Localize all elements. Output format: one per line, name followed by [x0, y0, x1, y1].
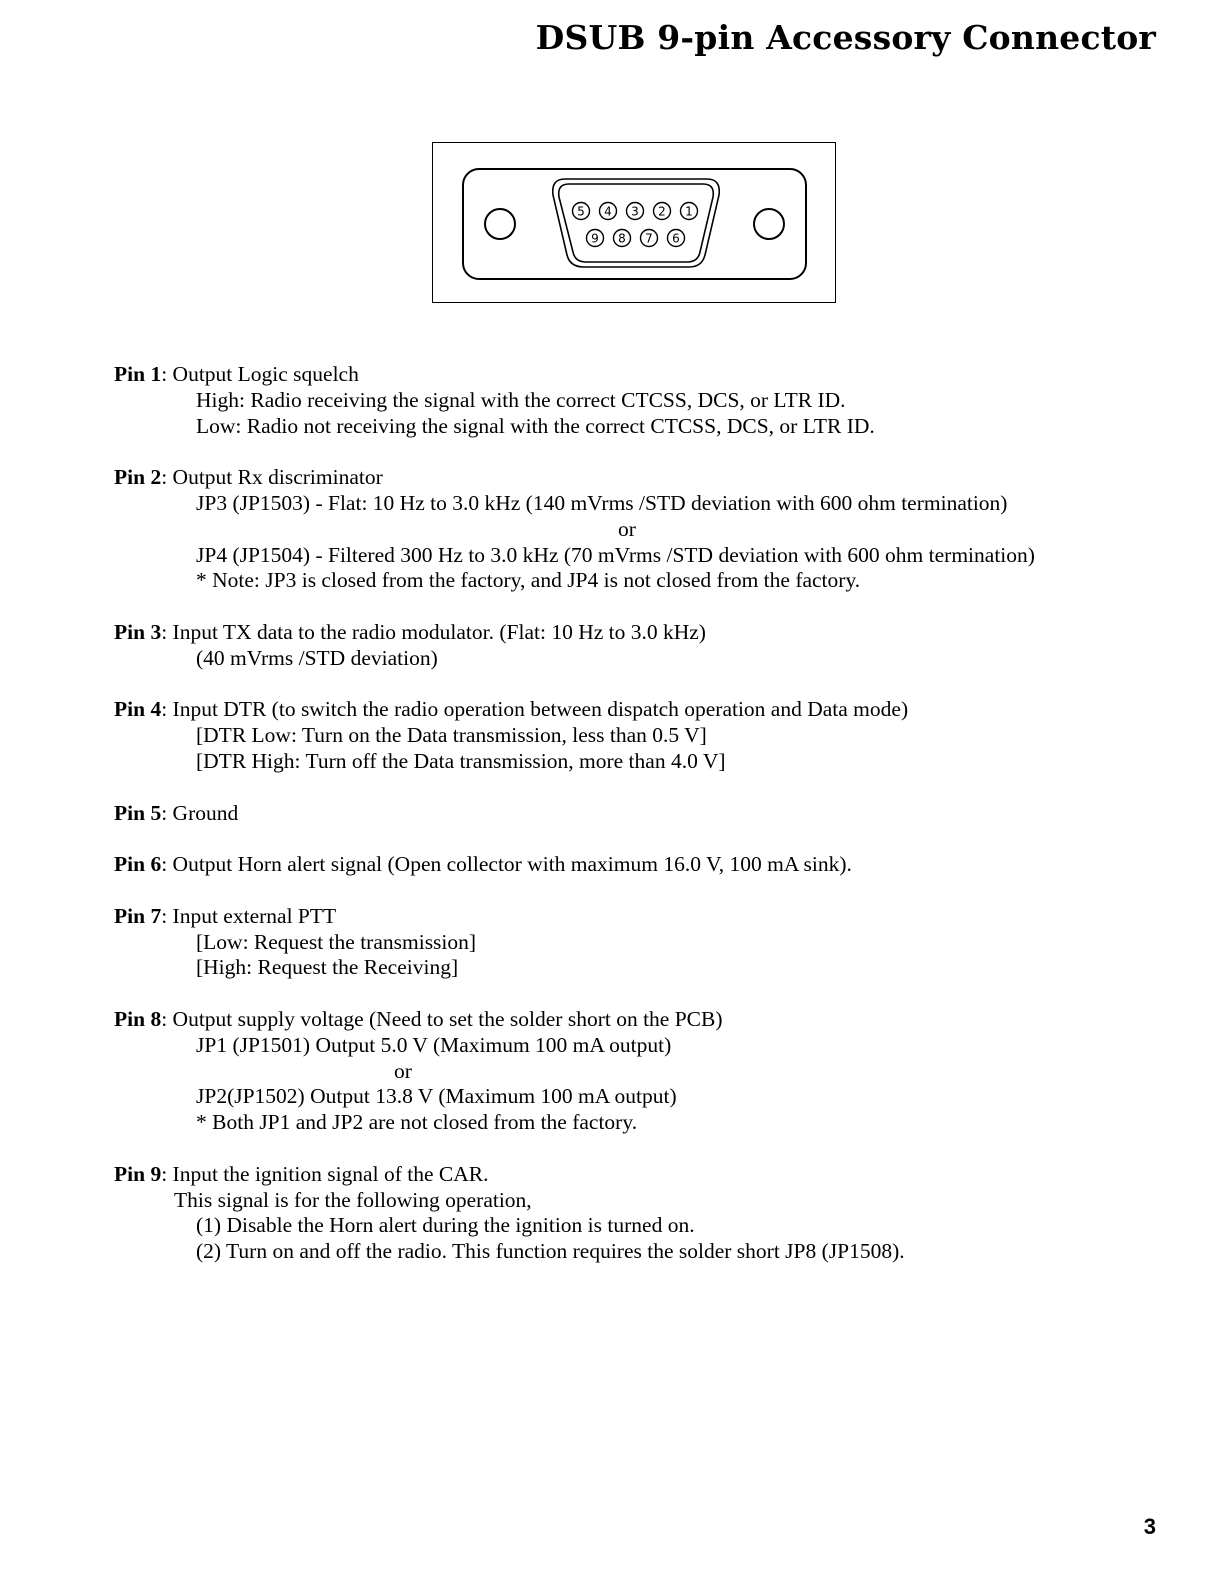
dsub-connector-figure: [432, 142, 836, 303]
pin-detail-line: (1) Disable the Horn alert during the ignition is turned on.: [196, 1213, 695, 1238]
pin-number-label: 7: [645, 231, 653, 246]
pin-detail-line: JP2(JP1502) Output 13.8 V (Maximum 100 mA output): [196, 1084, 677, 1109]
pin-row-top: [573, 203, 698, 220]
pin-number-label: 6: [672, 231, 680, 246]
pin-number-label: 9: [591, 231, 599, 246]
pin-label: Pin 3: [114, 619, 162, 644]
pin-block: [114, 904, 1174, 981]
pin-function: : Output Logic squelch: [161, 362, 359, 386]
pin-detail-line: (40 mVrms /STD deviation): [196, 645, 438, 670]
pin-heading: [114, 620, 1174, 646]
connector-body-outer: [553, 179, 720, 267]
pin-number-label: 4: [604, 204, 612, 219]
pin-detail-line: * Both JP1 and JP2 are not closed from the factory.: [196, 1110, 638, 1135]
pin-function: : Input DTR (to switch the radio operation between dispatch operation and Data mode): [161, 697, 909, 722]
pin-number-label: 1: [685, 204, 693, 219]
connector-body-inner: [559, 184, 714, 262]
page-title: DSUB 9-pin Accessory Connector: [535, 18, 1156, 57]
pin-detail-line: [Low: Request the transmission]: [196, 929, 477, 954]
mounting-hole-right: [754, 209, 784, 239]
pin-function: : Output Rx discriminator: [161, 465, 383, 490]
pin-function: : Ground: [161, 800, 239, 825]
pin-label: Pin 1: [114, 362, 162, 386]
dsub-connector-diagram: [433, 143, 837, 304]
pin-detail-line: JP3 (JP1503) - Flat: 10 Hz to 3.0 kHz (140 mVrms /STD deviation with 600 ohm termination): [196, 490, 1008, 515]
pin-number-label: 3: [631, 204, 639, 219]
pin-function: : Input TX data to the radio modulator. (Flat: 10 Hz to 3.0 kHz): [161, 619, 706, 644]
pin-detail-line: [High: Request the Receiving]: [196, 955, 459, 980]
pin-label: Pin 5: [114, 800, 162, 825]
pin-heading: [114, 801, 1174, 827]
pin-block: [114, 465, 1174, 594]
pin-detail-line: [DTR Low: Turn on the Data transmission, less than 0.5 V]: [196, 723, 707, 748]
pin-or-separator: or: [618, 516, 636, 541]
pin-detail-line: * Note: JP3 is closed from the factory, and JP4 is not closed from the factory.: [196, 568, 861, 593]
pin-detail-line: (2) Turn on and off the radio. This function requires the solder short JP8 (JP1508).: [196, 1239, 905, 1264]
pin-heading: [114, 904, 1174, 930]
pin-function: : Output Horn alert signal (Open collector with maximum 16.0 V, 100 mA sink).: [161, 852, 852, 877]
pin-heading: [114, 362, 1174, 388]
pin-number-label: 8: [618, 231, 626, 246]
pin-number-label: 2: [658, 204, 666, 219]
pin-block: [114, 362, 1174, 439]
pin-number-label: 5: [577, 204, 585, 219]
pin-intro: This signal is for the following operation,: [174, 1187, 532, 1212]
mounting-hole-left: [485, 209, 515, 239]
pin-function: : Input external PTT: [161, 903, 337, 928]
pin-detail-line: JP1 (JP1501) Output 5.0 V (Maximum 100 mA output): [196, 1032, 672, 1057]
pin-label: Pin 8: [114, 1006, 162, 1031]
pin-detail-line: Low: Radio not receiving the signal with the correct CTCSS, DCS, or LTR ID.: [196, 413, 875, 438]
pin-row-bottom: [587, 230, 685, 247]
pin-heading: [114, 852, 1174, 878]
pin-function: : Input the ignition signal of the CAR.: [161, 1161, 489, 1186]
pin-descriptions: [114, 362, 1174, 1291]
pin-detail-line: High: Radio receiving the signal with the correct CTCSS, DCS, or LTR ID.: [196, 387, 846, 412]
pin-heading: [114, 697, 1174, 723]
pin-or-separator: or: [394, 1058, 412, 1083]
pin-block: [114, 1162, 1174, 1265]
pin-label: Pin 6: [114, 852, 162, 877]
pin-label: Pin 7: [114, 903, 162, 928]
page-number: 3: [1143, 1514, 1156, 1539]
pin-block: [114, 697, 1174, 774]
pin-heading: [114, 1162, 1174, 1188]
pin-label: Pin 9: [114, 1161, 162, 1186]
pin-detail-line: [DTR High: Turn off the Data transmission, more than 4.0 V]: [196, 748, 726, 773]
pin-detail-line: JP4 (JP1504) - Filtered 300 Hz to 3.0 kHz (70 mVrms /STD deviation with 600 ohm termination): [196, 542, 1035, 567]
pin-heading: [114, 465, 1174, 491]
pin-label: Pin 4: [114, 697, 162, 722]
pin-label: Pin 2: [114, 465, 162, 490]
pin-block: [114, 620, 1174, 672]
pin-function: : Output supply voltage (Need to set the solder short on the PCB): [161, 1006, 723, 1031]
pin-block: [114, 852, 1174, 878]
pin-block: [114, 1007, 1174, 1136]
pin-heading: [114, 1007, 1174, 1033]
pin-block: [114, 801, 1174, 827]
